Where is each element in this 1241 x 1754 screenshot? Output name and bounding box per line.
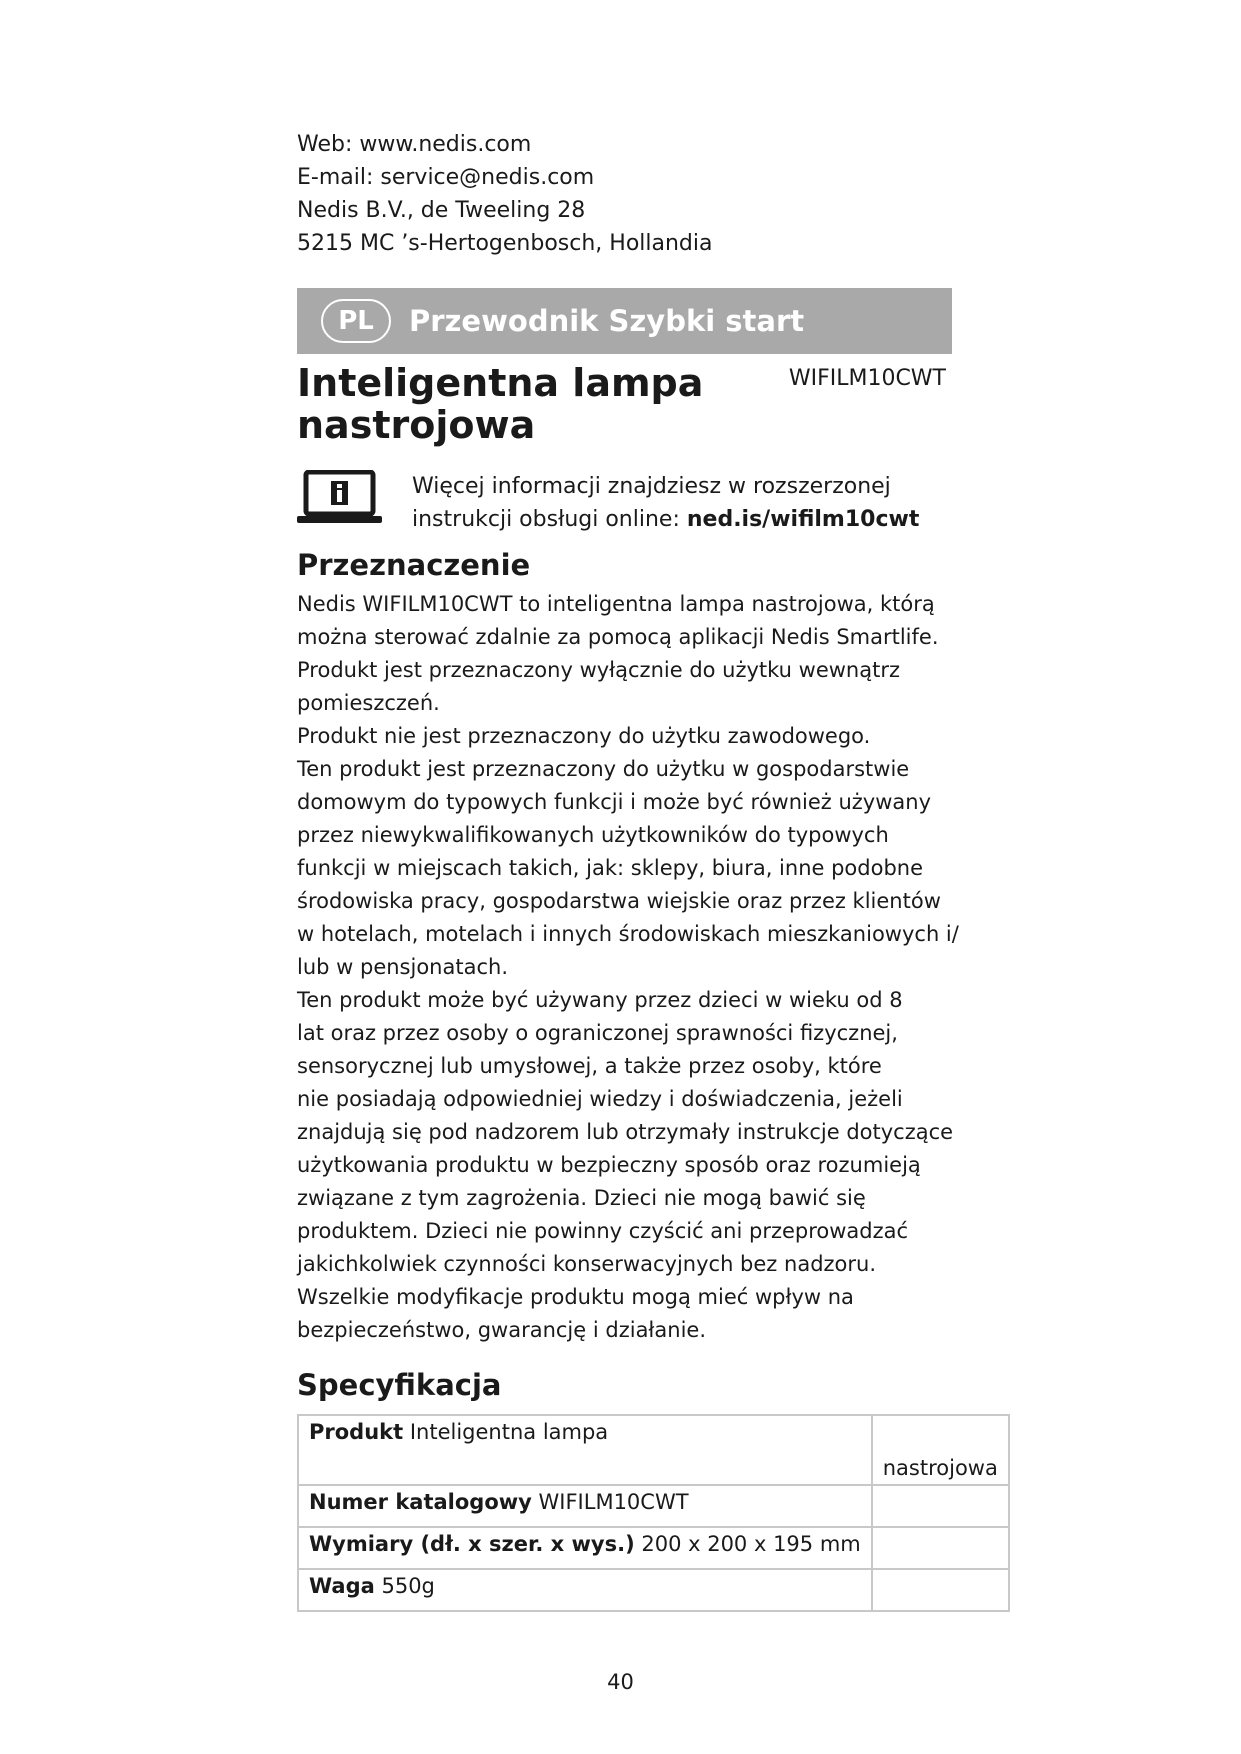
intended-use-line: Ten produkt jest przeznaczony do użytku w gospodarstwie bbox=[297, 757, 910, 781]
online-manual-info bbox=[412, 470, 919, 536]
intended-use-line: sensorycznej lub umysłowej, a także przez osoby, które bbox=[297, 1054, 882, 1078]
online-manual-link[interactable]: ned.is/wifilm10cwt bbox=[686, 507, 920, 532]
online-info-line2 bbox=[412, 503, 919, 536]
intended-use-heading: Przeznaczenie bbox=[297, 548, 531, 582]
contact-address: 5215 MC ’s-Hertogenbosch, Hollandia bbox=[297, 231, 713, 256]
contact-email: E-mail: service@nedis.com bbox=[297, 165, 595, 190]
intended-use-line: nie posiadają odpowiedniej wiedzy i doświadczenia, jeżeli bbox=[297, 1087, 903, 1111]
spec-label: Produkt bbox=[309, 1420, 404, 1444]
spec-cell-main bbox=[298, 1527, 872, 1569]
laptop-info-icon bbox=[297, 470, 382, 526]
contact-company: Nedis B.V., de Tweeling 28 bbox=[297, 198, 586, 223]
online-info-prefix: instrukcji obsługi online: bbox=[412, 507, 687, 532]
spec-value-continued bbox=[872, 1485, 1009, 1527]
spec-value: Inteligentna lampa bbox=[403, 1420, 609, 1444]
intended-use-line: znajdują się pod nadzorem lub otrzymały instrukcje dotyczące bbox=[297, 1120, 954, 1144]
spec-row bbox=[298, 1485, 1009, 1527]
online-info-line1: Więcej informacji znajdziesz w rozszerzonej bbox=[412, 474, 891, 499]
spec-row bbox=[298, 1569, 1009, 1611]
intended-use-line: można sterować zdalnie za pomocą aplikacji Nedis Smartlife. bbox=[297, 625, 939, 649]
intended-use-line: funkcji w miejscach takich, jak: sklepy, biura, inne podobne bbox=[297, 856, 924, 880]
intended-use-line: użytkowania produktu w bezpieczny sposób oraz rozumieją bbox=[297, 1153, 921, 1177]
intended-use-line: związane z tym zagrożenia. Dzieci nie mogą bawić się bbox=[297, 1186, 866, 1210]
spec-cell-main bbox=[298, 1569, 872, 1611]
contact-block bbox=[297, 128, 952, 260]
spec-value: 200 x 200 x 195 mm bbox=[634, 1532, 861, 1556]
spec-row bbox=[298, 1415, 1009, 1485]
spec-value-continued: nastrojowa bbox=[872, 1415, 1009, 1485]
product-title bbox=[297, 362, 757, 446]
spec-value-continued bbox=[872, 1527, 1009, 1569]
spec-label: Numer katalogowy bbox=[309, 1490, 532, 1514]
spec-label: Waga bbox=[309, 1574, 375, 1598]
intended-use-line: produktem. Dzieci nie powinny czyścić ani przeprowadzać bbox=[297, 1219, 909, 1243]
intended-use-line: przez niewykwalifikowanych użytkowników do typowych bbox=[297, 823, 889, 847]
intended-use-line: domowym do typowych funkcji i może być również używany bbox=[297, 790, 932, 814]
intended-use-line: w hotelach, motelach i innych środowiskach mieszkaniowych i/ bbox=[297, 922, 959, 946]
spec-label: Wymiary (dł. x szer. x wys.) bbox=[309, 1532, 635, 1556]
intended-use-line: lat oraz przez osoby o ograniczonej sprawności fizycznej, bbox=[297, 1021, 898, 1045]
intended-use-line: Produkt jest przeznaczony wyłącznie do użytku wewnątrz bbox=[297, 658, 901, 682]
intended-use-text bbox=[297, 588, 959, 1347]
intended-use-line: jakichkolwiek czynności konserwacyjnych bez nadzoru. bbox=[297, 1252, 877, 1276]
specifications-heading: Specyfikacja bbox=[297, 1368, 502, 1402]
spec-value: 550g bbox=[374, 1574, 435, 1598]
specifications-table bbox=[297, 1414, 1010, 1612]
product-title-line1: Inteligentna lampa bbox=[297, 361, 704, 405]
intended-use-line: Nedis WIFILM10CWT to inteligentna lampa nastrojowa, którą bbox=[297, 592, 935, 616]
intended-use-line: lub w pensjonatach. bbox=[297, 955, 508, 979]
spec-value-continued bbox=[872, 1569, 1009, 1611]
intended-use-line: środowiska pracy, gospodarstwa wiejskie oraz przez klientów bbox=[297, 889, 941, 913]
intended-use-line: pomieszczeń. bbox=[297, 691, 440, 715]
spec-value: WIFILM10CWT bbox=[531, 1490, 689, 1514]
intended-use-line: bezpieczeństwo, gwarancję i działanie. bbox=[297, 1318, 707, 1342]
model-number: WIFILM10CWT bbox=[788, 366, 946, 391]
language-badge: PL bbox=[321, 299, 391, 343]
intended-use-line: Produkt nie jest przeznaczony do użytku zawodowego. bbox=[297, 724, 871, 748]
contact-web: Web: www.nedis.com bbox=[297, 132, 532, 157]
banner-title: Przewodnik Szybki start bbox=[409, 304, 805, 338]
intended-use-line: Ten produkt może być używany przez dzieci w wieku od 8 bbox=[297, 988, 903, 1012]
quick-start-banner bbox=[297, 288, 952, 354]
product-title-line2: nastrojowa bbox=[297, 403, 536, 447]
spec-cell-main bbox=[298, 1415, 872, 1485]
spec-cell-main bbox=[298, 1485, 872, 1527]
spec-row bbox=[298, 1527, 1009, 1569]
intended-use-line: Wszelkie modyfikacje produktu mogą mieć wpływ na bbox=[297, 1285, 854, 1309]
page-number: 40 bbox=[607, 1670, 634, 1694]
